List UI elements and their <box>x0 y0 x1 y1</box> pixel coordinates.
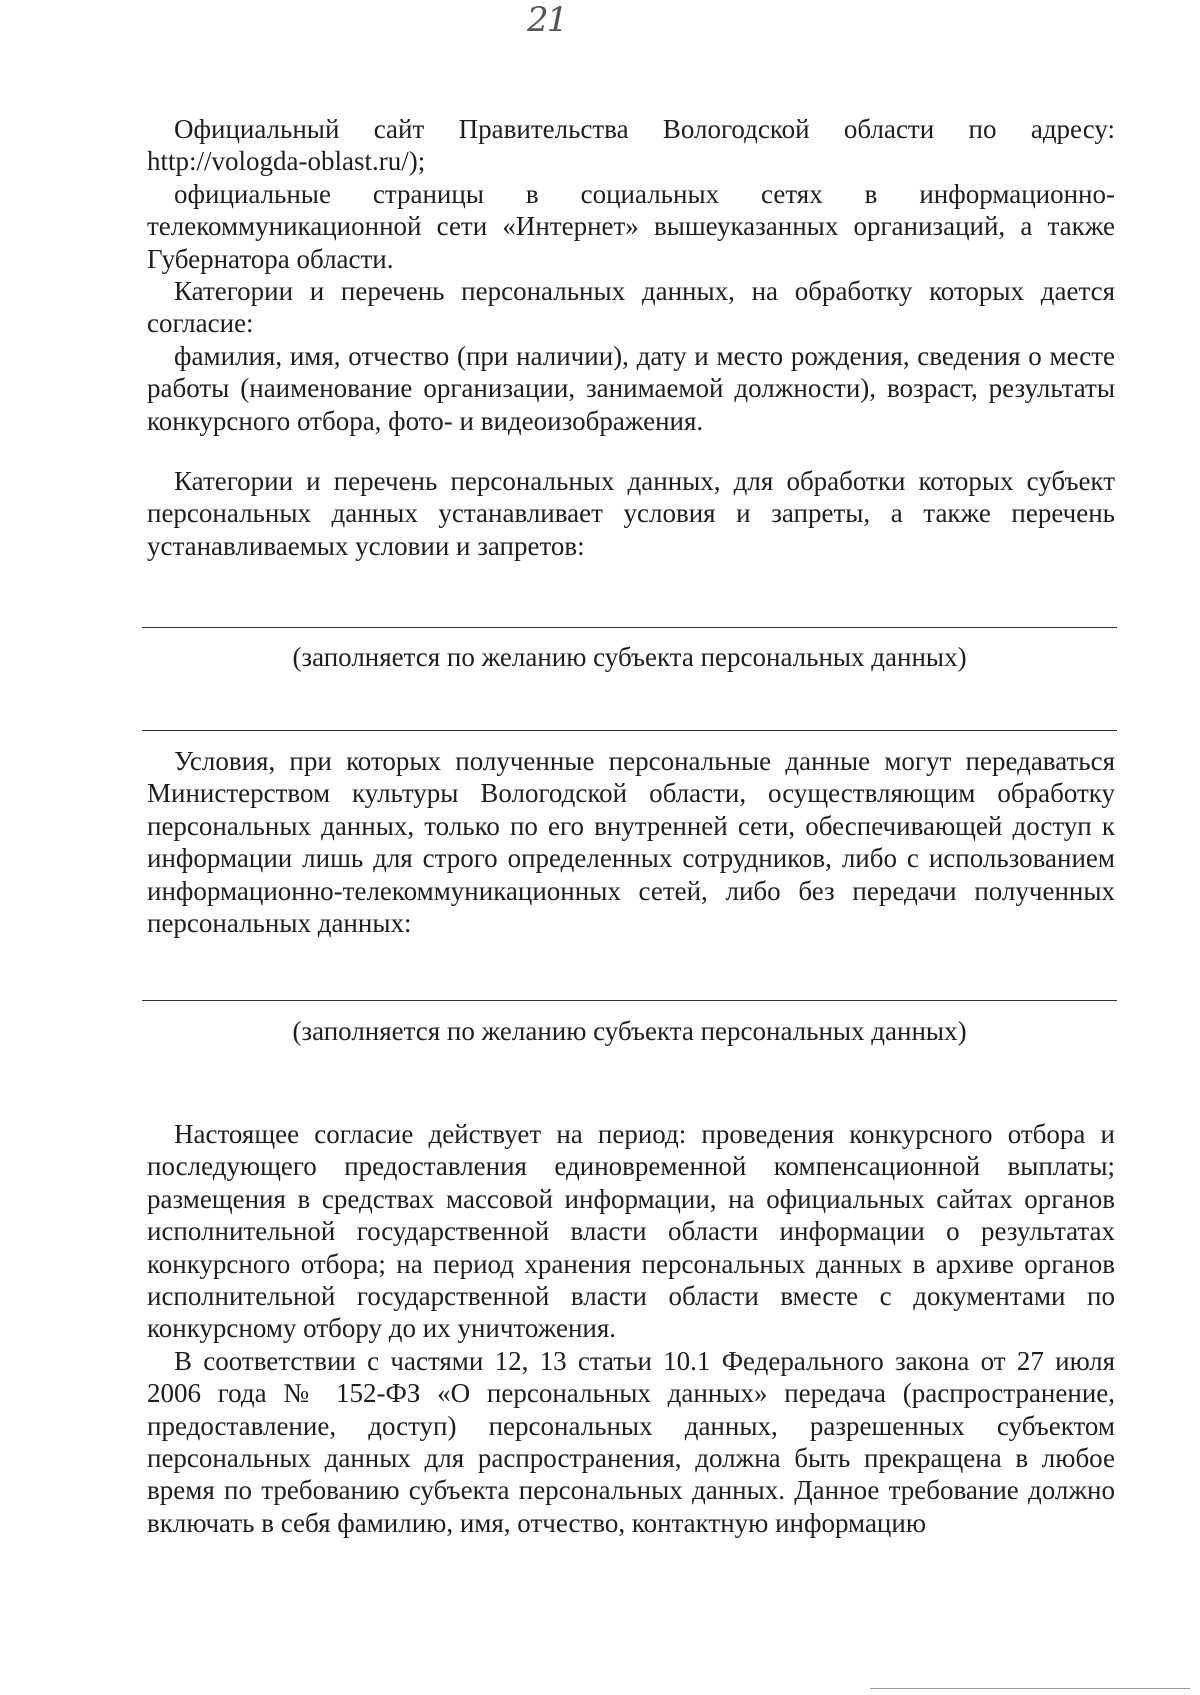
fill-in-line <box>142 1000 1117 1001</box>
paragraph: Настоящее согласие действует на период: проведения конкурсного отбора и последующего предоставления единовременной компенсационной выплаты; размещения в средствах массовой информации, на официальных сайтах органов исполнительной государственной власти области информации о результатах конкурсного отбора; на период хранения персональных данных в архиве органов исполнительной государственной власти области вместе с документами по конкурсному отбору до их уничтожения. <box>147 1119 1115 1344</box>
paragraph: В соответствии с частями 12, 13 статьи 10.1 Федерального закона от 27 июля 2006 года № 152-ФЗ «О персональных данных» передача (распространение, предоставление, доступ) персональных данных, разрешенных субъектом персональных данных для распространения, должна быть прекращена в любое время по требованию субъекта персональных данных. Данное требование должно включать в себя фамилию, имя, отчество, контактную информацию <box>147 1345 1115 1538</box>
fill-caption: (заполняется по желанию субъекта персональных данных) <box>292 1016 967 1046</box>
paragraph: Официальный сайт Правительства Вологодской области по адресу: http://vologda-oblast.ru/); <box>147 114 1115 177</box>
fill-in-line <box>142 730 1117 731</box>
paragraph-block-2 <box>147 465 1115 562</box>
paragraph-block-1 <box>147 113 1115 437</box>
paragraph: Категории и перечень персональных данных, на обработку которых дается согласие: <box>147 276 1115 339</box>
paragraph: Условия, при которых полученные персональные данные могут передаваться Министерством культуры Вологодской области, осуществляющим обработку персональных данных, только по его внутренней сети, обеспечивающей доступ к информации лишь для строго определенных сотрудников, либо с использованием информационно-телекоммуникационных сетей, либо без передачи полученных персональных данных: <box>147 746 1115 939</box>
paragraph: официальные страницы в социальных сетях в информационно-телекоммуникационной сети «Интернет» вышеуказанных организаций, а также Губернатора области. <box>147 178 1115 274</box>
paragraph-block-3 <box>147 745 1115 939</box>
paragraph: Категории и перечень персональных данных, для обработки которых субъект персональных данных устанавливает условия и запреты, а также перечень устанавливаемых условии и запретов: <box>147 466 1115 561</box>
scan-edge-line <box>870 1688 1190 1689</box>
fill-in-line <box>142 627 1117 628</box>
paragraph: фамилия, имя, отчество (при наличии), дату и место рождения, сведения о месте работы (наименование организации, занимаемой должности), возраст, результаты конкурсного отбора, фото- и видеоизображения. <box>147 340 1115 436</box>
paragraph-block-4 <box>147 1118 1115 1539</box>
page-number: 21 <box>527 0 567 40</box>
fill-caption: (заполняется по желанию субъекта персональных данных) <box>292 642 967 672</box>
